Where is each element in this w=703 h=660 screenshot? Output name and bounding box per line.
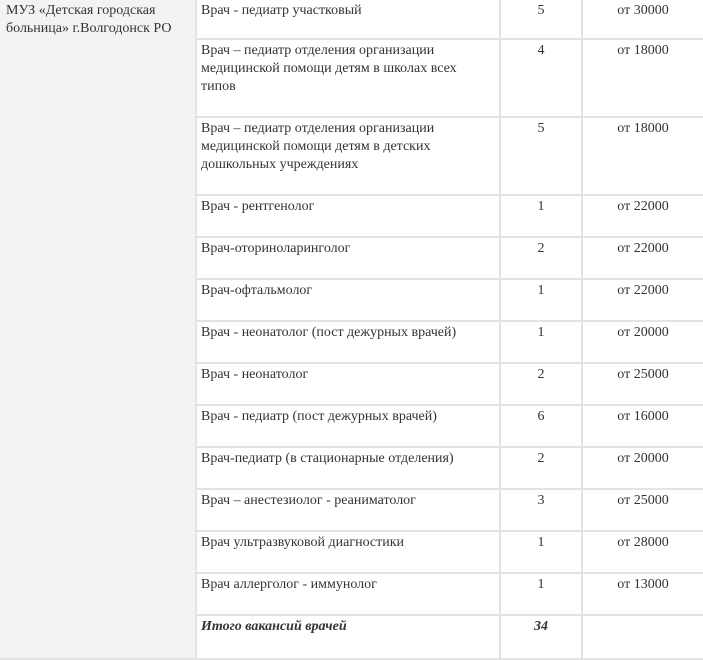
count-cell: 2 [500, 447, 582, 489]
count-cell: 5 [500, 0, 582, 39]
salary-cell: от 18000 [582, 39, 703, 117]
salary-cell: от 20000 [582, 321, 703, 363]
salary-cell: от 20000 [582, 447, 703, 489]
position-cell: Врач - педиатр участковый [196, 0, 500, 39]
count-cell: 1 [500, 195, 582, 237]
salary-cell: от 28000 [582, 531, 703, 573]
organization-name: МУЗ «Детская городская больница» г.Волгодонск РО [0, 0, 196, 659]
position-cell: Врач – педиатр отделения организации медицинской помощи детям в школах всех типов [196, 39, 500, 117]
count-cell: 2 [500, 237, 582, 279]
total-label: Итого вакансий врачей [196, 615, 500, 659]
position-cell: Врач - рентгенолог [196, 195, 500, 237]
salary-cell: от 30000 [582, 0, 703, 39]
salary-cell: от 16000 [582, 405, 703, 447]
position-cell: Врач - педиатр (пост дежурных врачей) [196, 405, 500, 447]
salary-cell: от 22000 [582, 237, 703, 279]
total-count: 34 [500, 615, 582, 659]
position-cell: Врач – анестезиолог - реаниматолог [196, 489, 500, 531]
salary-cell: от 22000 [582, 279, 703, 321]
count-cell: 2 [500, 363, 582, 405]
position-cell: Врач-офтальмолог [196, 279, 500, 321]
count-cell: 1 [500, 531, 582, 573]
salary-cell: от 22000 [582, 195, 703, 237]
table-row [0, 0, 703, 39]
total-salary-empty [582, 615, 703, 659]
salary-cell: от 13000 [582, 573, 703, 615]
count-cell: 3 [500, 489, 582, 531]
position-cell: Врач - неонатолог (пост дежурных врачей) [196, 321, 500, 363]
salary-cell: от 18000 [582, 117, 703, 195]
position-cell: Врач-педиатр (в стационарные отделения) [196, 447, 500, 489]
position-cell: Врач ультразвуковой диагностики [196, 531, 500, 573]
position-cell: Врач аллерголог - иммунолог [196, 573, 500, 615]
position-cell: Врач – педиатр отделения организации медицинской помощи детям в детских дошкольных учреждениях [196, 117, 500, 195]
count-cell: 1 [500, 573, 582, 615]
salary-cell: от 25000 [582, 489, 703, 531]
count-cell: 5 [500, 117, 582, 195]
count-cell: 6 [500, 405, 582, 447]
salary-cell: от 25000 [582, 363, 703, 405]
position-cell: Врач-оториноларинголог [196, 237, 500, 279]
count-cell: 4 [500, 39, 582, 117]
count-cell: 1 [500, 279, 582, 321]
count-cell: 1 [500, 321, 582, 363]
position-cell: Врач - неонатолог [196, 363, 500, 405]
